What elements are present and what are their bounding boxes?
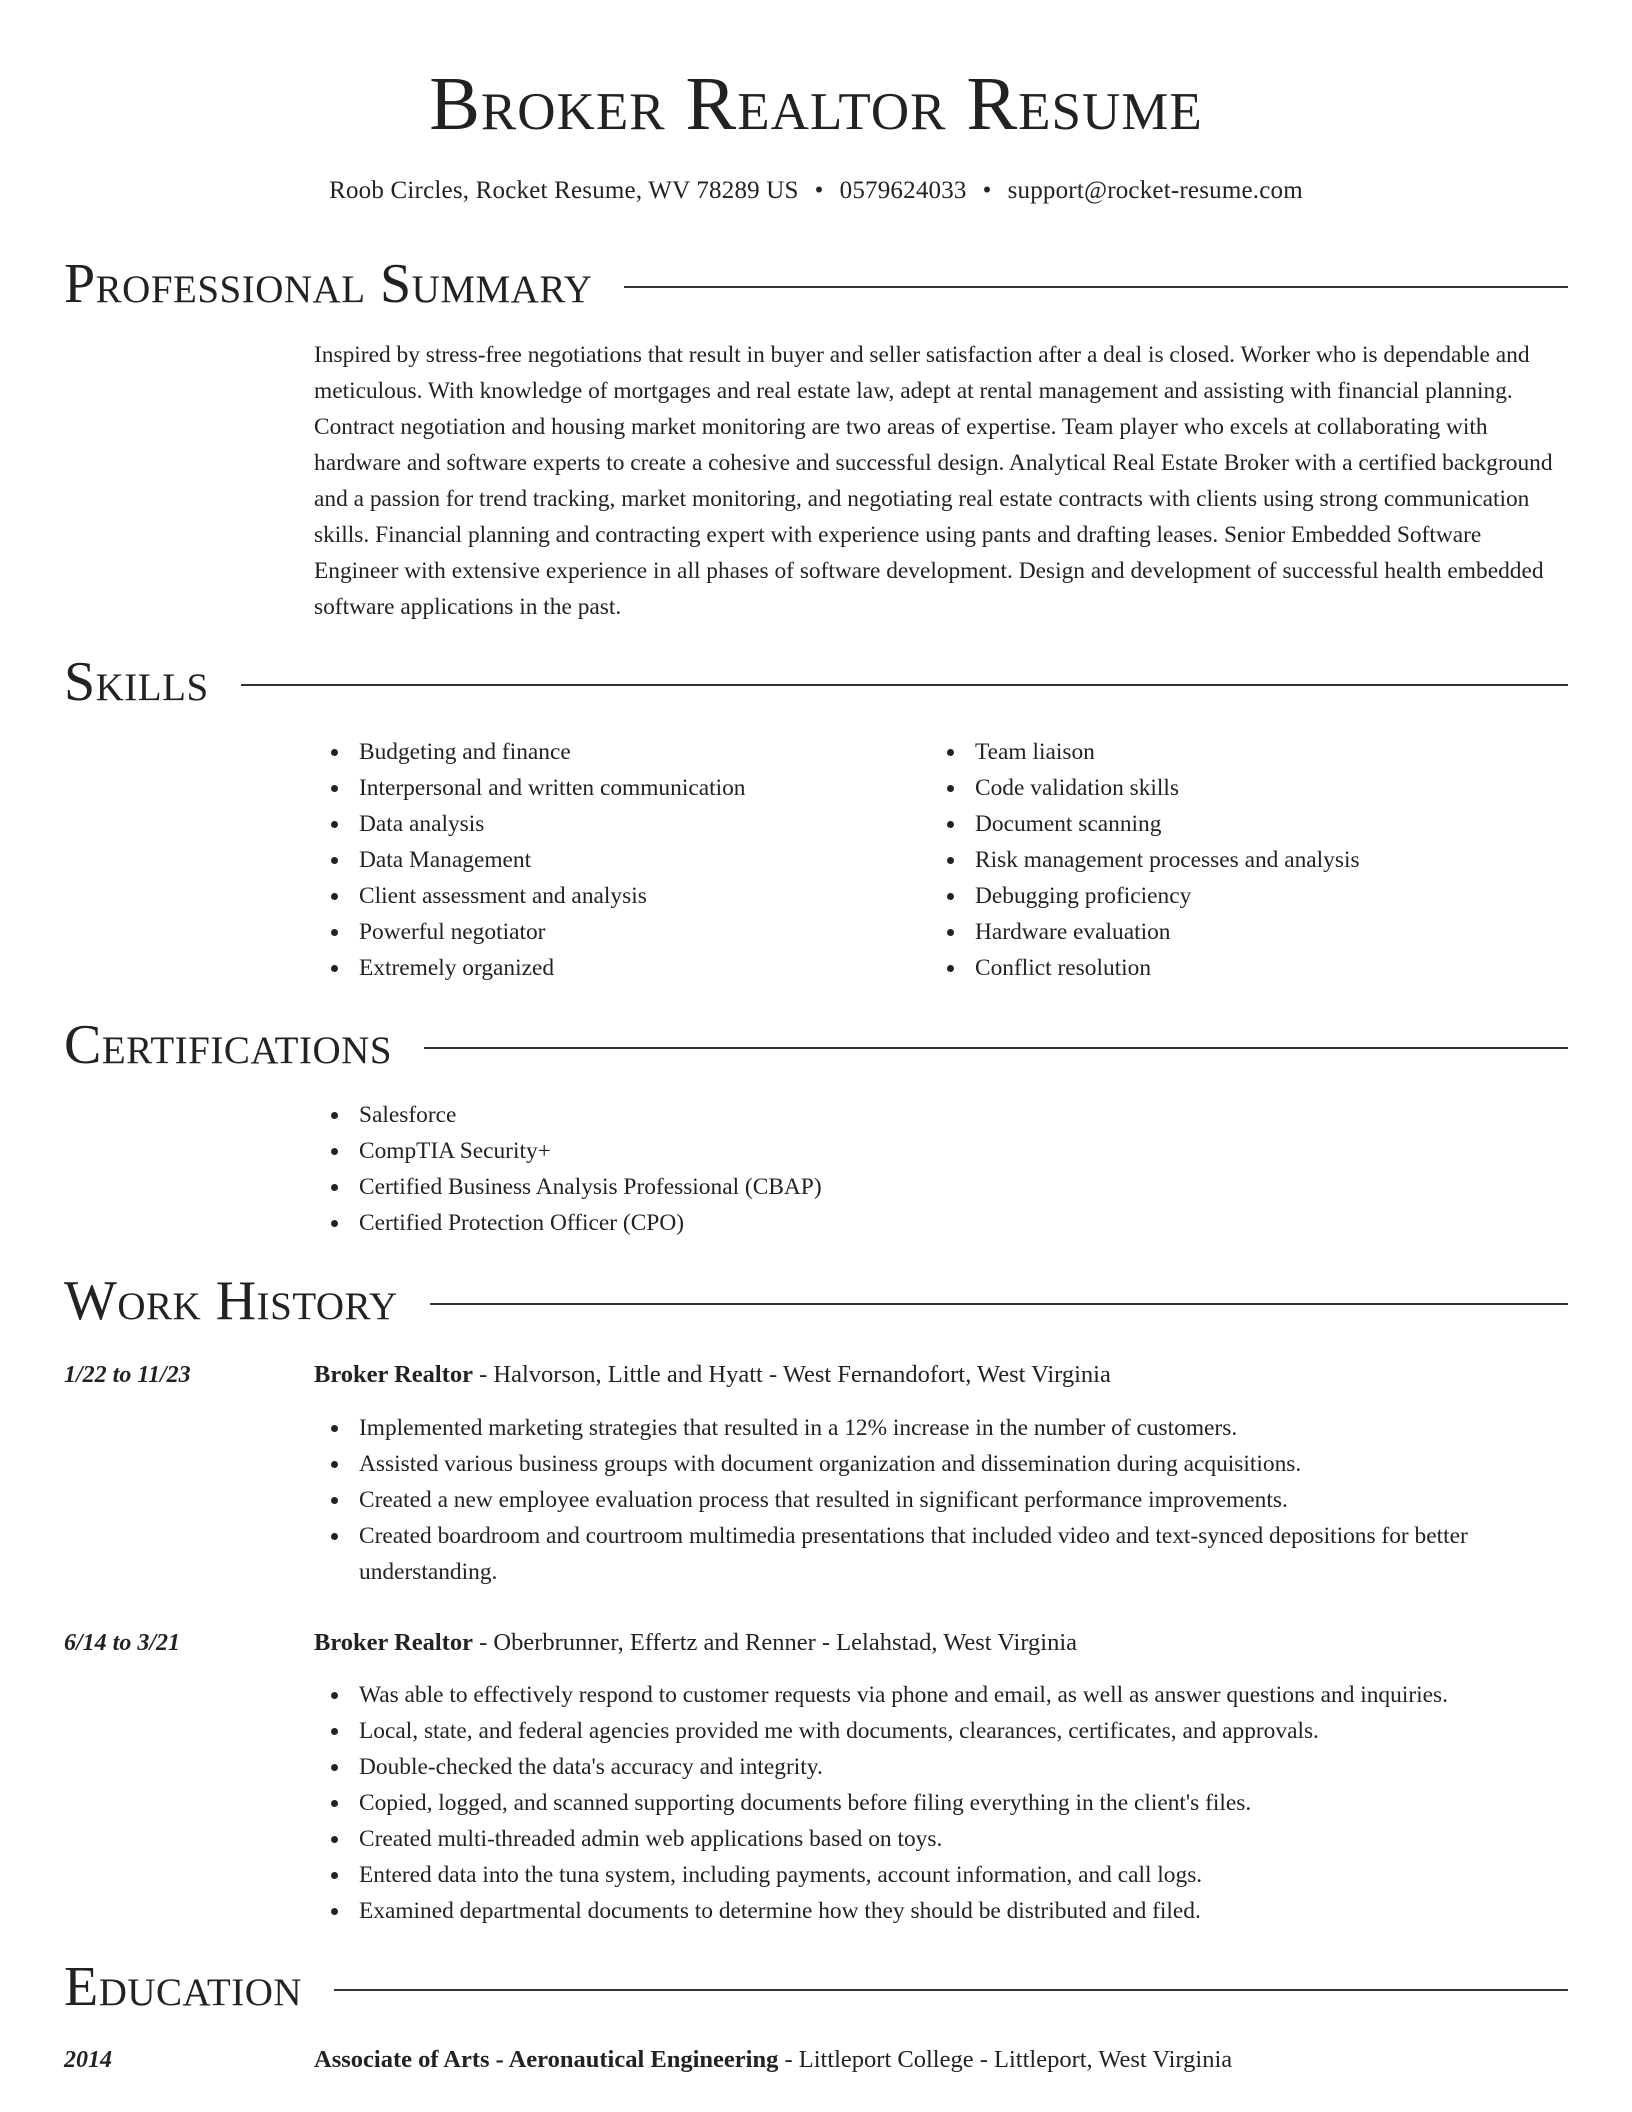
job-title-line xyxy=(314,1357,1111,1393)
job-employer: - Halvorson, Little and Hyatt - West Fernandofort, West Virginia xyxy=(473,1361,1111,1388)
education-section-header xyxy=(64,1955,1568,2019)
skill-item: Extremely organized xyxy=(314,950,914,986)
contact-line xyxy=(0,174,1632,208)
skill-item: Budgeting and finance xyxy=(314,734,914,770)
skill-item: Debugging proficiency xyxy=(930,878,1550,914)
section-divider xyxy=(424,1047,1568,1049)
education-line xyxy=(314,2042,1232,2078)
skill-item: Data analysis xyxy=(314,806,914,842)
skill-item: Client assessment and analysis xyxy=(314,878,914,914)
job-dates: 1/22 to 11/23 xyxy=(64,1362,191,1388)
skill-item: Powerful negotiator xyxy=(314,914,914,950)
certifications-list xyxy=(314,1097,1314,1241)
education-school: - Littleport College - Littleport, West Virginia xyxy=(778,2046,1233,2073)
certification-item: Certified Protection Officer (CPO) xyxy=(314,1205,1314,1241)
certification-item: Certified Business Analysis Professional (CBAP) xyxy=(314,1169,1314,1205)
skill-item: Risk management processes and analysis xyxy=(930,842,1550,878)
work-section-header xyxy=(64,1269,1568,1333)
section-divider xyxy=(334,1989,1568,1991)
contact-phone: 0579624033 xyxy=(839,177,967,204)
resume-title: Broker Realtor Resume xyxy=(429,62,1203,146)
job-bullets xyxy=(314,1677,1568,1929)
job-bullets xyxy=(314,1410,1568,1590)
contact-separator: • xyxy=(982,177,992,204)
skill-item: Team liaison xyxy=(930,734,1550,770)
skills-title: Skills xyxy=(64,651,209,713)
skills-list-left xyxy=(314,734,914,986)
work-title: Work History xyxy=(64,1270,398,1332)
job-bullet: Was able to effectively respond to customer requests via phone and email, as well as answer questions and inquiries. xyxy=(314,1677,1568,1713)
contact-address: Roob Circles, Rocket Resume, WV 78289 US xyxy=(329,177,799,204)
skill-item: Conflict resolution xyxy=(930,950,1550,986)
skill-item: Interpersonal and written communication xyxy=(314,770,914,806)
skill-item: Document scanning xyxy=(930,806,1550,842)
section-divider xyxy=(624,286,1568,288)
job-role: Broker Realtor xyxy=(314,1629,473,1656)
contact-email[interactable]: support@rocket-resume.com xyxy=(1007,177,1303,204)
education-title: Education xyxy=(64,1956,303,2018)
job-bullet: Created multi-threaded admin web applications based on toys. xyxy=(314,1821,1568,1857)
skills-section-header xyxy=(64,650,1568,714)
skill-item: Code validation skills xyxy=(930,770,1550,806)
job-bullet: Implemented marketing strategies that resulted in a 12% increase in the number of customers. xyxy=(314,1410,1568,1446)
job-employer: - Oberbrunner, Effertz and Renner - Lelahstad, West Virginia xyxy=(473,1629,1078,1656)
skill-item: Hardware evaluation xyxy=(930,914,1550,950)
job-dates: 6/14 to 3/21 xyxy=(64,1630,181,1656)
job-bullet: Created a new employee evaluation process that resulted in significant performance improvements. xyxy=(314,1482,1568,1518)
education-year: 2014 xyxy=(64,2047,112,2073)
skills-list-right xyxy=(930,734,1550,986)
job-bullet: Local, state, and federal agencies provided me with documents, clearances, certificates, and approvals. xyxy=(314,1713,1568,1749)
certifications-title: Certifications xyxy=(64,1014,393,1076)
job-bullet: Copied, logged, and scanned supporting documents before filing everything in the client's files. xyxy=(314,1785,1568,1821)
section-divider xyxy=(430,1303,1568,1305)
job-title-line xyxy=(314,1625,1077,1661)
job-bullet: Assisted various business groups with document organization and dissemination during acquisitions. xyxy=(314,1446,1568,1482)
certification-item: CompTIA Security+ xyxy=(314,1133,1314,1169)
job-bullet: Double-checked the data's accuracy and integrity. xyxy=(314,1749,1568,1785)
job-role: Broker Realtor xyxy=(314,1361,473,1388)
skill-item: Data Management xyxy=(314,842,914,878)
summary-text: Inspired by stress-free negotiations that result in buyer and seller satisfaction after a deal is closed. Worker who is dependable and meticulous. With knowledge of mortgages and real estate law, adept at rental management and assisting with financial planning. Contract negotiation and housing market monitoring are two areas of expertise. Team player who excels at collaborating with hardware and software experts to create a cohesive and successful design. Analytical Real Estate Broker with a certified background and a passion for trend tracking, market monitoring, and negotiating real estate contracts with clients using strong communication skills. Financial planning and contracting expert with experience using pants and drafting leases. Senior Embedded Software Engineer with extensive experience in all phases of software development. Design and development of successful health embedded software applications in the past. xyxy=(314,342,1553,620)
summary-section-header xyxy=(64,252,1568,316)
certifications-section-header xyxy=(64,1013,1568,1077)
section-divider xyxy=(241,684,1568,686)
education-degree: Associate of Arts - Aeronautical Engineering xyxy=(314,2046,779,2073)
summary-title: Professional Summary xyxy=(64,253,593,315)
job-bullet: Created boardroom and courtroom multimedia presentations that included video and text-synced depositions for better understanding. xyxy=(314,1518,1568,1590)
contact-separator: • xyxy=(814,177,824,204)
certification-item: Salesforce xyxy=(314,1097,1314,1133)
job-bullet: Entered data into the tuna system, including payments, account information, and call logs. xyxy=(314,1857,1568,1893)
job-bullet: Examined departmental documents to determine how they should be distributed and filed. xyxy=(314,1893,1568,1929)
